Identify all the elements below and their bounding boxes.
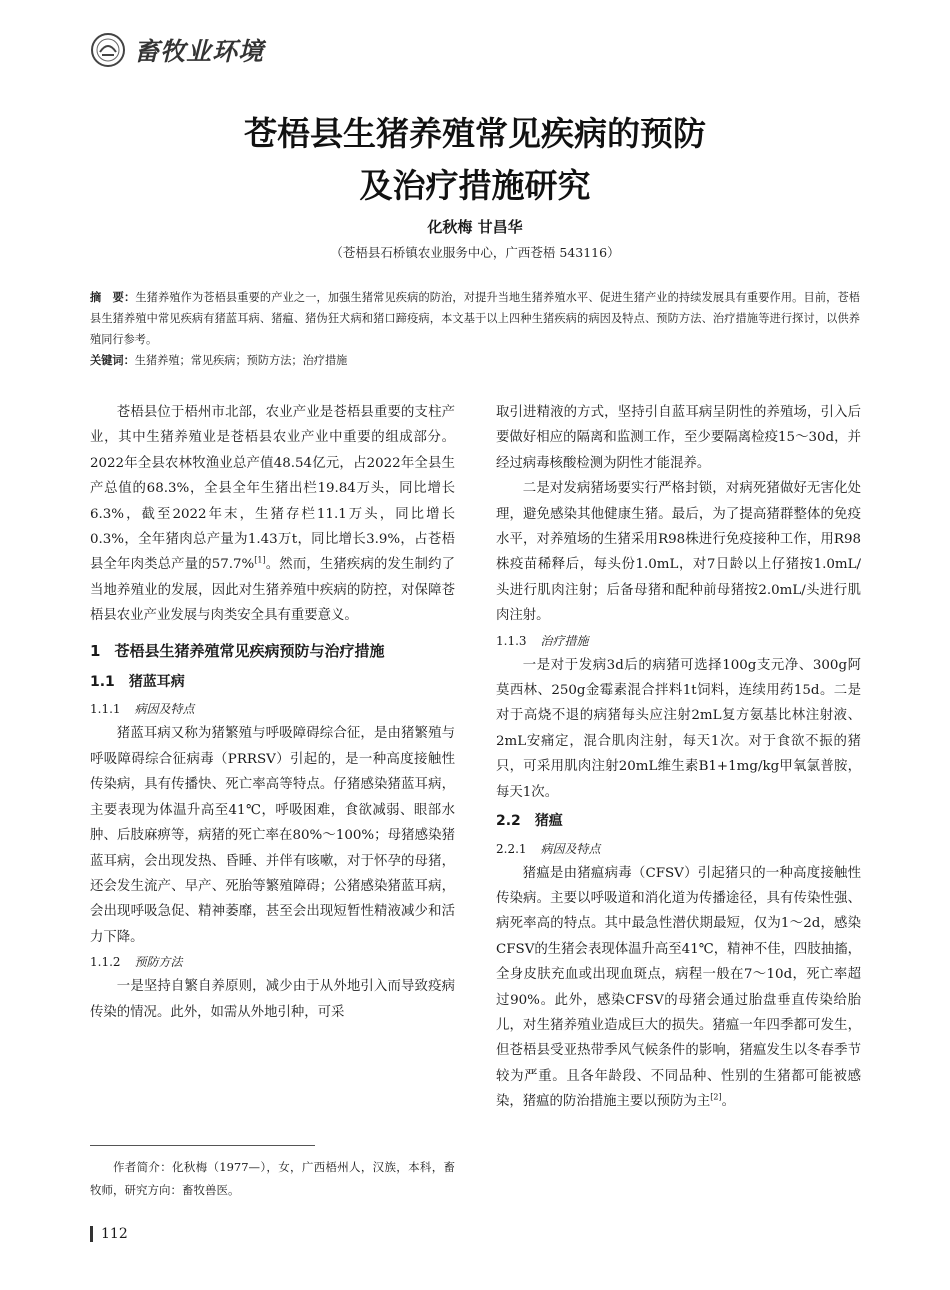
journal-name: 畜牧业环境 <box>134 37 265 66</box>
section-1-1-1-heading <box>90 697 455 721</box>
intro-text: 苍梧县位于梧州市北部，农业产业是苍梧县重要的支柱产业，其中生猪养殖业是苍梧县农业产业中重要的组成部分。2022年全县农林牧渔业总产值48.54亿元，占2022年全县生产总值的68.3%，全县全年生猪出栏19.84万头，同比增长6.3%，截至2022年末，生猪存栏11.1万头，同比增长0.3%，全年猪肉总产量为1.43万t，同比增长3.9%，占苍梧县全年肉类总产量的57.7% <box>90 405 455 573</box>
keywords <box>90 350 860 371</box>
citation-2[interactable]: [2] <box>710 1092 722 1102</box>
section-1-1-3-title: 治疗措施 <box>540 633 589 648</box>
paragraph-1-1-3: 一是对于发病3d后的病猪可选择100g支元净、300g阿莫西林、250g金霉素混合拌料1t饲料，连续用药15d。二是对于高烧不退的病猪每头应注射2mL复方氨基比林注射液、2mL安痛定，混合肌肉注射，每天1次。对于食欲不振的猪只，可采用肌肉注射20mL维生素B1+1mg/kg甲氧氯普胺，每天1次。 <box>496 657 861 800</box>
section-1-number: 1 <box>90 641 101 660</box>
journal-logo-icon <box>90 32 126 68</box>
section-1-1-number: 1.1 <box>90 674 115 691</box>
paragraph-1-1-2-continued: 取引进精液的方式，坚持引自蓝耳病呈阴性的养殖场，引入后要做好相应的隔离和监测工作，至少要隔离检疫15～30d，并经过病毒核酸检测为阴性才能混养。 <box>496 405 861 471</box>
section-1-1-2-title: 预防方法 <box>134 955 183 970</box>
section-1-1-heading <box>90 670 455 695</box>
section-1-1-2-number: 1.1.2 <box>90 955 121 970</box>
section-1-1-3-number: 1.1.3 <box>496 633 527 648</box>
keywords-label: 关键词： <box>90 354 135 367</box>
abstract-text: 生猪养殖作为苍梧县重要的产业之一，加强生猪常见疾病的防治，对提升当地生猪养殖水平、促进生猪产业的持续发展具有重要作用。目前，苍梧县生猪养殖中常见疾病有猪蓝耳病、猪瘟、猪伪狂犬病和猪口蹄疫病，本文基于以上四种生猪疾病的病因及特点、预防方法、治疗措施等进行探讨，以供养殖同行参考。 <box>90 291 860 346</box>
footnote-divider <box>90 1145 315 1146</box>
paragraph-1-1-1: 猪蓝耳病又称为猪繁殖与呼吸障碍综合征，是由猪繁殖与呼吸障碍综合征病毒（PRRSV）引起的，是一种高度接触性传染病，具有传播快、死亡率高等特点。仔猪感染猪蓝耳病，主要表现为体温升高至41℃，呼吸困难，食欲减弱、眼部水肿、后肢麻痹等，病猪的死亡率在80%～100%；母猪感染猪蓝耳病，会出现发热、昏睡、并伴有咳嗽，对于怀孕的母猪，还会发生流产、早产、死胎等繁殖障碍；公猪感染猪蓝耳病，会出现呼吸急促、精神萎靡，甚至会出现短暂性精液减少和活力下降。 <box>90 726 455 945</box>
citation-1[interactable]: [1] <box>254 555 266 565</box>
section-1-title: 苍梧县生猪养殖常见疾病预防与治疗措施 <box>114 641 385 660</box>
section-1-1-title: 猪蓝耳病 <box>128 674 185 691</box>
intro-text-end: 。然而，生猪疾病的发生制约了当地养殖业的发展，因此对生猪养殖中疾病的防控，对保障苍梧县农业产业发展与肉类安全具有重要意义。 <box>90 557 455 624</box>
author-footnote: 作者简介：化秋梅（1977—），女，广西梧州人，汉族，本科，畜牧师，研究方向：畜牧兽医。 <box>90 1160 455 1197</box>
abstract <box>90 287 860 371</box>
section-2-2-title: 猪瘟 <box>534 813 563 830</box>
paragraph-2-2-1-text: 猪瘟是由猪瘟病毒（CFSV）引起猪只的一种高度接触性传染病。主要以呼吸道和消化道为传播途径，具有传染性强、病死率高的特点。其中最急性潜伏期最短，仅为1～2d，感染CFSV的生猪会表现体温升高至41℃，精神不佳，四肢抽搐，全身皮肤充血或出现血斑点，病程一般在7～10d，死亡率超过90%。此外，感染CFSV的母猪会通过胎盘垂直传染给胎儿，对生猪养殖业造成巨大的损失。猪瘟一年四季都可发生，但苍梧县受亚热带季风气候条件的影响，猪瘟发生以冬春季节较为严重。且各年龄段、不同品种、性别的生猪都可能被感染，猪瘟的防治措施主要以预防为主 <box>496 865 861 1110</box>
title-line-2: 及治疗措施研究 <box>359 166 591 205</box>
keywords-text: 生猪养殖；常见疾病；预防方法；治疗措施 <box>134 354 348 367</box>
page-number <box>90 1226 128 1242</box>
page-number-bar <box>90 1226 93 1242</box>
page-number-text: 112 <box>101 1226 128 1242</box>
left-column <box>90 400 455 1025</box>
right-column <box>496 400 861 1115</box>
section-1-1-2-heading <box>90 950 455 974</box>
journal-header <box>90 30 264 70</box>
section-1-1-1-number: 1.1.1 <box>90 702 121 717</box>
section-2-2-1-number: 2.2.1 <box>496 841 527 856</box>
paragraph-2-2-1 <box>496 861 861 1115</box>
section-2-2-heading <box>496 809 861 834</box>
section-2-2-1-heading <box>496 837 861 861</box>
affiliation: （苍梧县石桥镇农业服务中心，广西苍梧 543116） <box>330 245 620 260</box>
paragraph-1-1-2-b: 二是对发病猪场要实行严格封锁，对病死猪做好无害化处理，避免感染其他健康生猪。最后，为了提高猪群整体的免疫水平，对养殖场的生猪采用R98株进行免疫接种工作，用R98株疫苗稀释后，每头份1.0mL，对7日龄以上仔猪按1.0mL/头进行肌肉注射；后备母猪和配种前母猪按2.0mL/头进行肌肉注射。 <box>496 481 861 624</box>
intro-paragraph <box>90 400 455 629</box>
article-title <box>0 108 950 212</box>
section-1-1-1-title: 病因及特点 <box>134 702 195 717</box>
paragraph-1-1-2: 一是坚持自繁自养原则，减少由于从外地引入而导致疫病传染的情况。此外，如需从外地引种，可采 <box>90 979 455 1020</box>
section-1-heading <box>90 639 455 664</box>
title-line-1: 苍梧县生猪养殖常见疾病的预防 <box>244 114 706 153</box>
abstract-label: 摘 要： <box>90 291 136 304</box>
section-1-1-3-heading <box>496 629 861 653</box>
abstract-body <box>90 287 860 350</box>
section-2-2-1-title: 病因及特点 <box>540 841 601 856</box>
authors: 化秋梅 甘昌华 <box>427 218 523 236</box>
section-2-2-number: 2.2 <box>496 813 521 830</box>
paragraph-2-2-1-end: 。 <box>721 1094 735 1110</box>
